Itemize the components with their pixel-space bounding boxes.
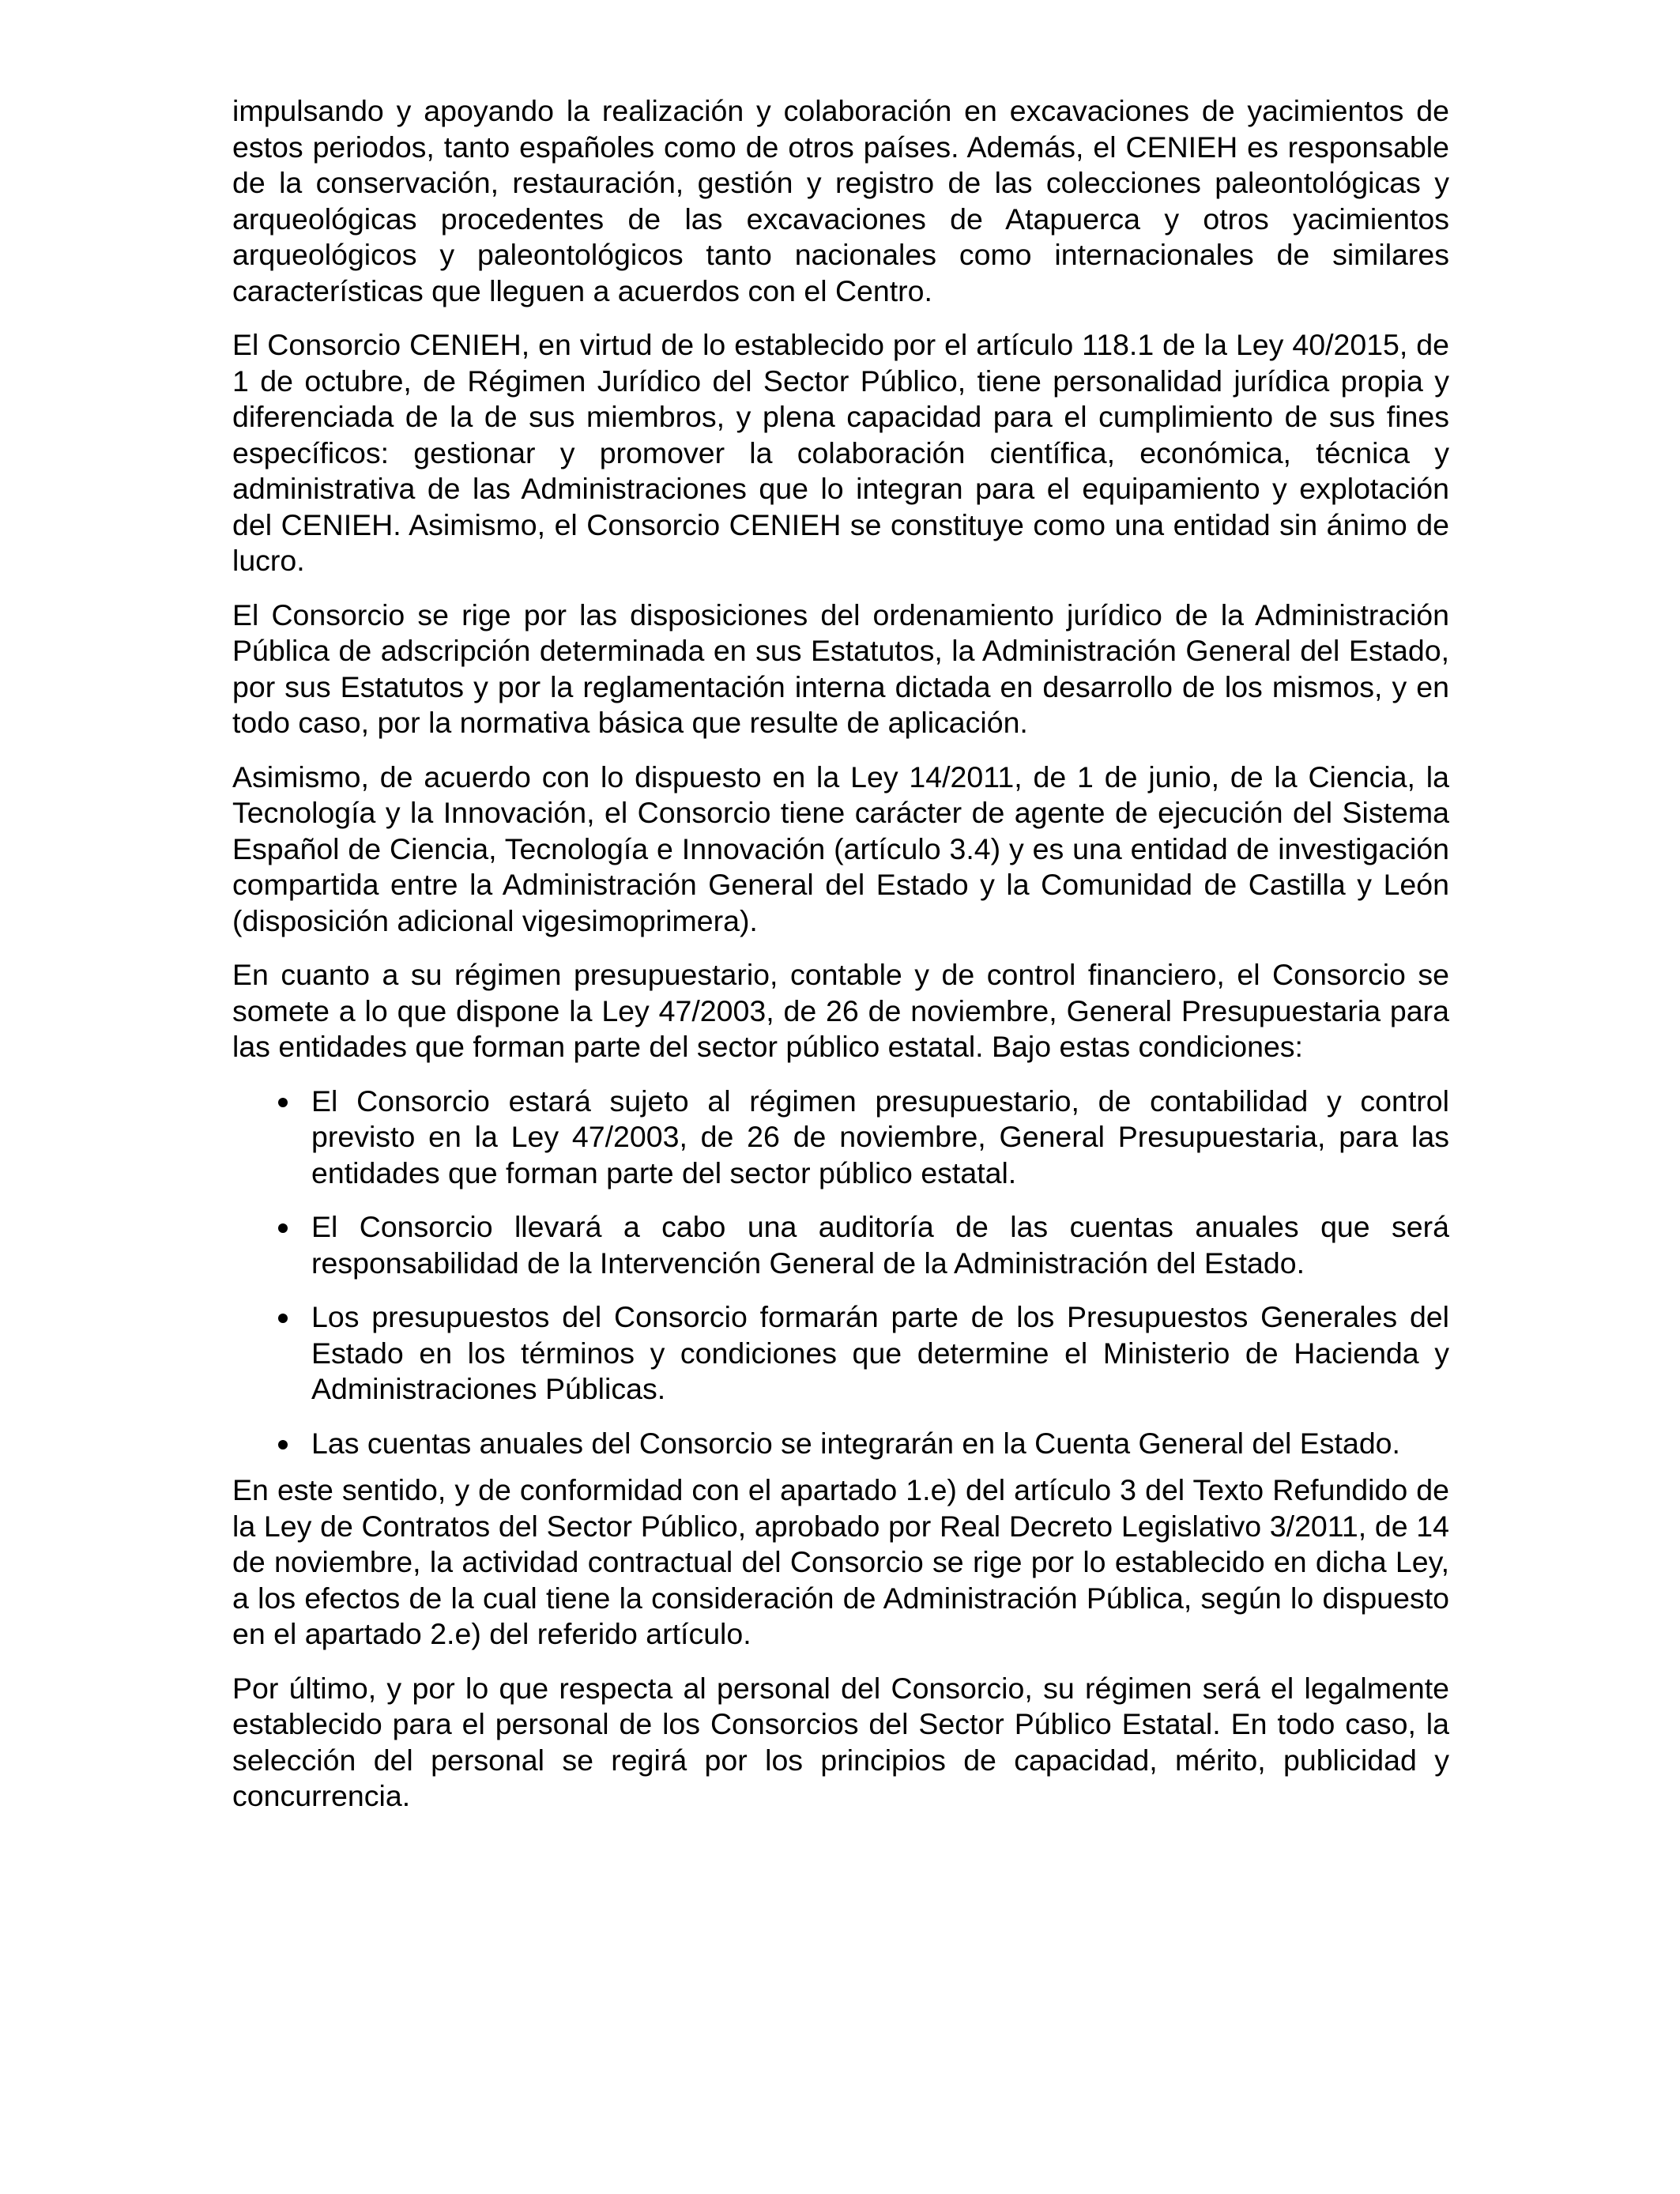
list-item xyxy=(232,1209,1449,1281)
paragraph-science-law: Asimismo, de acuerdo con lo dispuesto en la Ley 14/2011, de 1 de junio, de la Ciencia, la Tecnología y la Innovación, el Consorcio tiene carácter de agente de ejecución del Sistema Español de Ciencia, Tecnología e Innovación (artículo 3.4) y es una entidad de investigación compartida entre la Administración General del Estado y la Comunidad de Castilla y León (disposición adicional vigesimoprimera). xyxy=(232,760,1449,937)
paragraph-legal-personality: El Consorcio CENIEH, en virtud de lo establecido por el artículo 118.1 de la Ley 40/2015, de 1 de octubre, de Régimen Jurídico del Sector Público, tiene personalidad jurídica propia y diferenciada de la de sus miembros, y plena capacidad para el cumplimiento de sus fines específicos: gestionar y promover la colaboración científica, económica, técnica y administrativa de las Administraciones que lo integran para el equipamiento y explotación del CENIEH. Asimismo, el Consorcio CENIEH se constituye como una entidad sin ánimo de lucro. xyxy=(232,328,1449,577)
list-item-text: El Consorcio llevará a cabo una auditoría de las cuentas anuales que será responsabilidad de la Intervención General de la Administración del Estado. xyxy=(311,1210,1449,1280)
paragraph-personnel: Por último, y por lo que respecta al personal del Consorcio, su régimen será el legalmente establecido para el personal de los Consorcios del Sector Público Estatal. En todo caso, la selección del personal se regirá por los principios de capacidad, mérito, publicidad y concurrencia. xyxy=(232,1671,1449,1812)
list-item xyxy=(232,1299,1449,1408)
list-item-text: El Consorcio estará sujeto al régimen presupuestario, de contabilidad y control previsto en la Ley 47/2003, de 26 de noviembre, General Presupuestaria, para las entidades que forman parte del sector público estatal. xyxy=(311,1084,1449,1189)
paragraph-cenieh-collections: impulsando y apoyando la realización y colaboración en excavaciones de yacimientos de estos periodos, tanto españoles como de otros países. Además, el CENIEH es responsable de la conservación, restauración, gestión y registro de las colecciones paleontológicas y arqueológicas procedentes de las excavaciones de Atapuerca y otros yacimientos arqueológicos y paleontológicos tanto nacionales como internacionales de similares características que lleguen a acuerdos con el Centro. xyxy=(232,94,1449,307)
list-item xyxy=(232,1426,1449,1462)
list-item-text: Las cuentas anuales del Consorcio se integrarán en la Cuenta General del Estado. xyxy=(311,1426,1400,1460)
conditions-list xyxy=(232,1084,1449,1462)
bullet-icon xyxy=(278,1314,288,1323)
list-item xyxy=(232,1084,1449,1192)
bullet-icon xyxy=(278,1223,288,1233)
paragraph-contracts-law: En este sentido, y de conformidad con el apartado 1.e) del artículo 3 del Texto Refundido de la Ley de Contratos del Sector Público, aprobado por Real Decreto Legislativo 3/2011, de 14 de noviembre, la actividad contractual del Consorcio se rige por lo establecido en dicha Ley, a los efectos de la cual tiene la consideración de Administración Pública, según lo dispuesto en el apartado 2.e) del referido artículo. xyxy=(232,1473,1449,1650)
bullet-icon xyxy=(278,1440,288,1449)
paragraph-governing-rules: El Consorcio se rige por las disposiciones del ordenamiento jurídico de la Administración Pública de adscripción determinada en sus Estatutos, la Administración General del Estado, por sus Estatutos y por la reglamentación interna dictada en desarrollo de los mismos, y en todo caso, por la normativa básica que resulte de aplicación. xyxy=(232,598,1449,739)
document-page xyxy=(232,93,1449,1833)
paragraph-budget-regime: En cuanto a su régimen presupuestario, contable y de control financiero, el Consorcio se somete a lo que dispone la Ley 47/2003, de 26 de noviembre, General Presupuestaria para las entidades que forman parte del sector público estatal. Bajo estas condiciones: xyxy=(232,958,1449,1063)
bullet-icon xyxy=(278,1098,288,1107)
list-item-text: Los presupuestos del Consorcio formarán parte de los Presupuestos Generales del Estado en los términos y condiciones que determine el Ministerio de Hacienda y Administraciones Públicas. xyxy=(311,1300,1449,1405)
